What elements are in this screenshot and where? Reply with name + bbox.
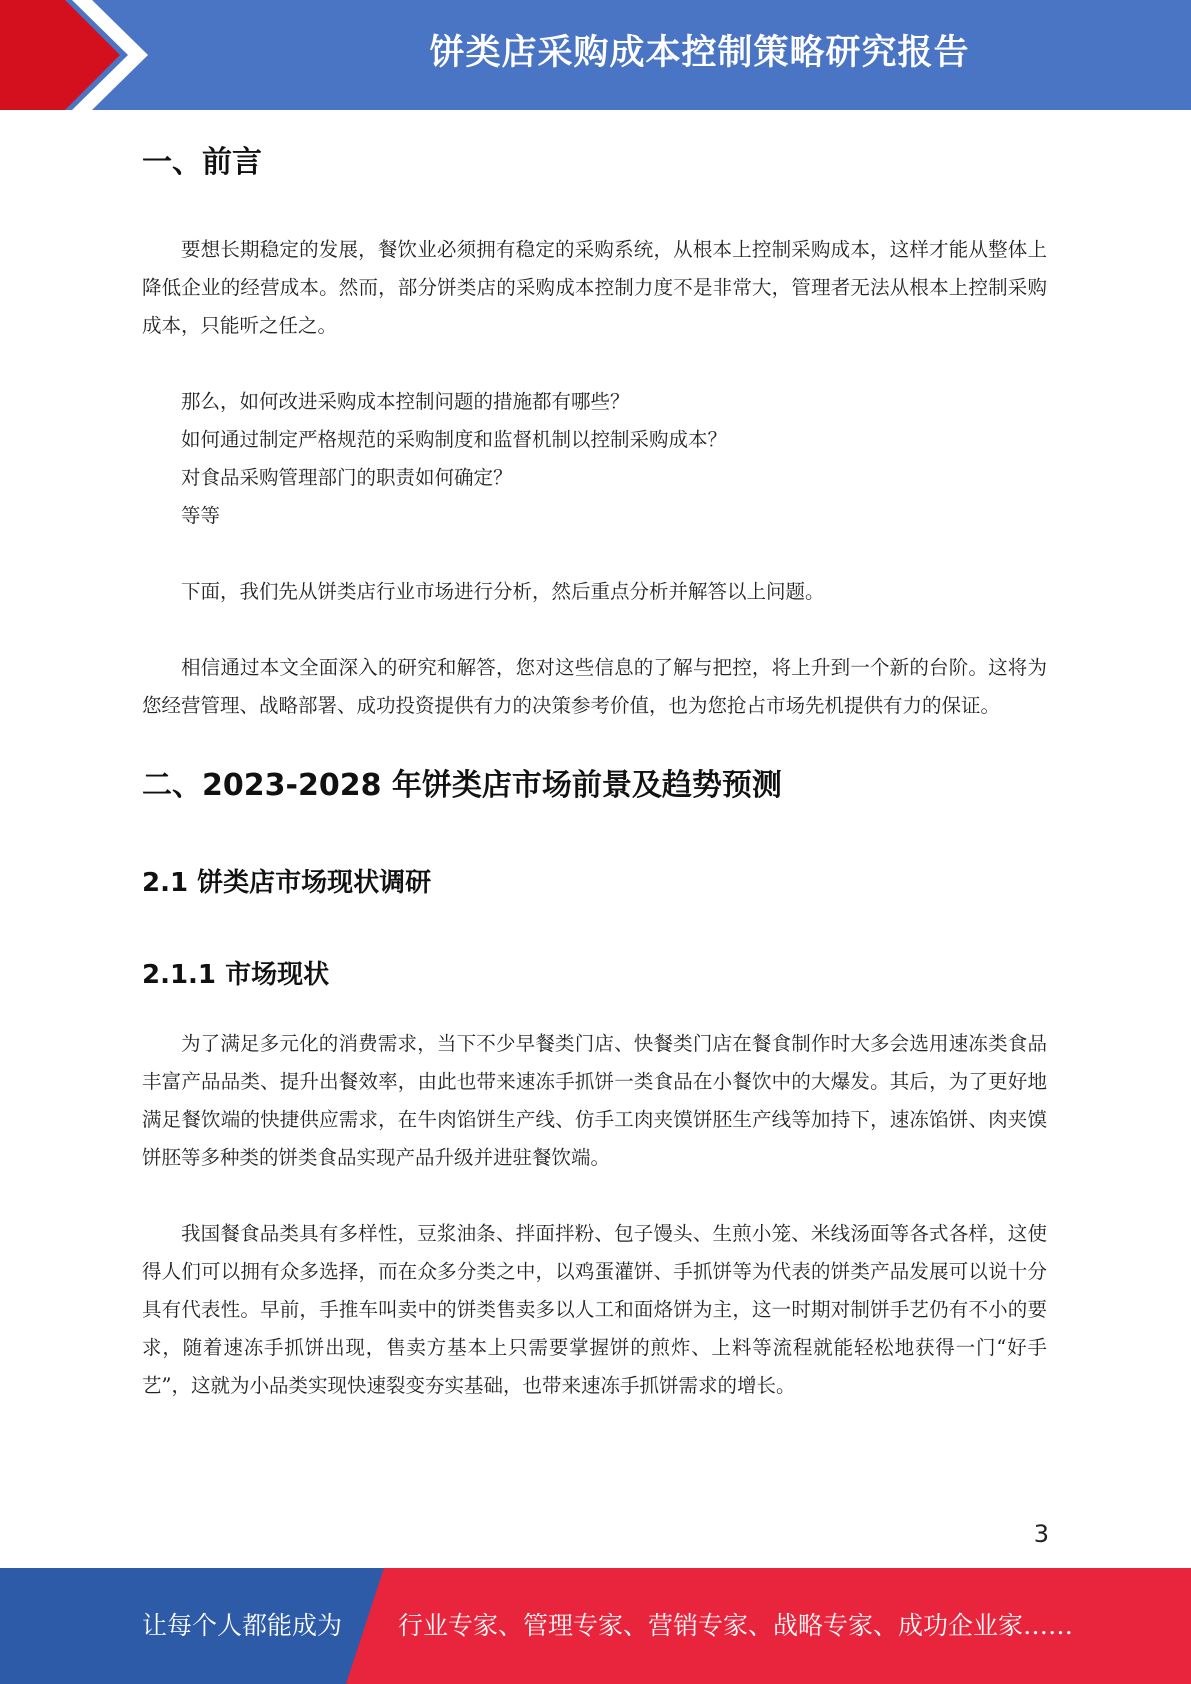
paragraph: 相信通过本文全面深入的研究和解答，您对这些信息的了解与把控，将上升到一个新的台阶。这将为您经营管理、战略部署、成功投资提供有力的决策参考价值，也为您抢占市场先机提供有力的保证。 bbox=[142, 656, 1047, 717]
page-number: 3 bbox=[1033, 1520, 1049, 1548]
paragraph: 下面，我们先从饼类店行业市场进行分析，然后重点分析并解答以上问题。 bbox=[181, 580, 825, 603]
footer-banner bbox=[0, 1568, 1191, 1684]
question-item: 等等 bbox=[181, 504, 221, 527]
question-list bbox=[142, 383, 1047, 535]
question-item: 如何通过制定严格规范的采购制度和监督机制以控制采购成本？ bbox=[181, 428, 728, 451]
report-title: 饼类店采购成本控制策略研究报告 bbox=[429, 33, 970, 73]
section-heading-intro: 一、前言 bbox=[142, 145, 262, 180]
chevron-arrow-icon bbox=[0, 0, 160, 110]
section-heading-forecast: 二、2023-2028 年饼类店市场前景及趋势预测 bbox=[142, 768, 782, 803]
paragraph: 为了满足多元化的消费需求，当下不少早餐类门店、快餐类门店在餐食制作时大多会选用速冻类食品丰富产品品类、提升出餐效率，由此也带来速冻手抓饼一类食品在小餐饮中的大爆发。其后，为了更好地满足餐饮端的快捷供应需求，在牛肉馅饼生产线、仿手工肉夹馍饼胚生产线等加持下，速冻馅饼、肉夹馍饼胚等多种类的饼类食品实现产品升级并进驻餐饮端。 bbox=[142, 1032, 1047, 1169]
header-banner bbox=[0, 0, 1191, 110]
question-item: 对食品采购管理部门的职责如何确定？ bbox=[181, 466, 513, 489]
paragraph: 我国餐食品类具有多样性，豆浆油条、拌面拌粉、包子馒头、生煎小笼、米线汤面等各式各样，这使得人们可以拥有众多选择，而在众多分类之中，以鸡蛋灌饼、手抓饼等为代表的饼类产品发展可以说十分具有代表性。早前，手推车叫卖中的饼类售卖多以人工和面烙饼为主，这一时期对制饼手艺仍有不小的要求，随着速冻手抓饼出现，售卖方基本上只需要掌握饼的煎炸、上料等流程就能轻松地获得一门“好手艺”，这就为小品类实现快速裂变夯实基础，也带来速冻手抓饼需求的增长。 bbox=[142, 1222, 1047, 1397]
page-content bbox=[142, 130, 1047, 1405]
footer-slogan-left: 让每个人都能成为 bbox=[142, 1611, 343, 1640]
footer-slogan-right: 行业专家、管理专家、营销专家、战略专家、成功企业家…… bbox=[398, 1611, 1074, 1640]
paragraph: 要想长期稳定的发展，餐饮业必须拥有稳定的采购系统，从根本上控制采购成本，这样才能从整体上降低企业的经营成本。然而，部分饼类店的采购成本控制力度不是非常大，管理者无法从根本上控制采购成本，只能听之任之。 bbox=[142, 238, 1047, 337]
question-item: 那么，如何改进采购成本控制问题的措施都有哪些？ bbox=[181, 390, 630, 413]
subsection-heading: 2.1 饼类店市场现状调研 bbox=[142, 868, 432, 898]
subsection-heading: 2.1.1 市场现状 bbox=[142, 960, 330, 990]
